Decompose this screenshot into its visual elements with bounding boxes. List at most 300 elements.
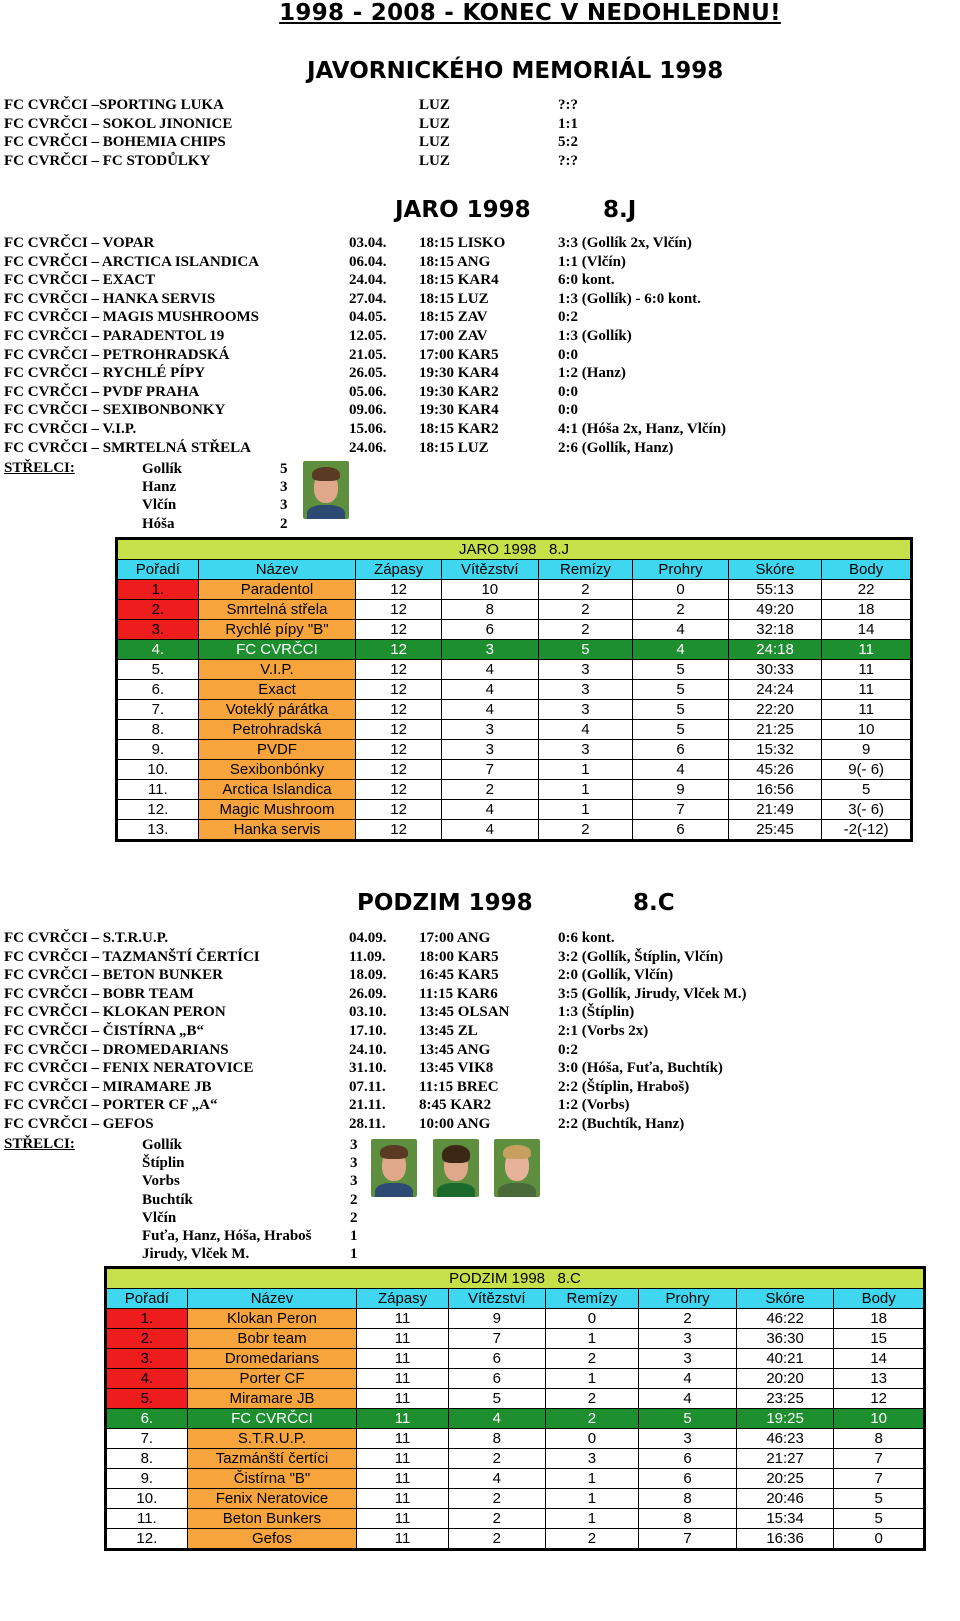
match-time: 18:15 LUZ xyxy=(419,290,489,307)
stat-cell: 4 xyxy=(441,680,538,700)
stat-cell: 13 xyxy=(834,1369,925,1389)
stat-cell: 3 xyxy=(639,1429,737,1449)
stat-cell: 1 xyxy=(545,1489,639,1509)
match-time: 19:30 KAR2 xyxy=(419,383,499,400)
match-date: 28.11. xyxy=(349,1115,386,1132)
scorer-name: Buchtík xyxy=(142,1191,193,1208)
player-photo-icon xyxy=(303,461,349,519)
stat-cell: 12 xyxy=(356,800,442,820)
match-result: 0:2 xyxy=(558,1041,578,1058)
column-header: Pořadí xyxy=(117,560,199,580)
match-row xyxy=(4,1003,954,1022)
match-row xyxy=(4,1022,954,1041)
scorer-goals: 3 xyxy=(280,479,288,496)
stat-cell: 1 xyxy=(545,1509,639,1529)
stat-cell: 5 xyxy=(633,700,729,720)
scorer-goals: 3 xyxy=(350,1173,358,1190)
stat-cell: 5 xyxy=(633,680,729,700)
match-date: 12.05. xyxy=(349,327,387,344)
rank-cell: 10. xyxy=(117,760,199,780)
stat-cell: 15:34 xyxy=(736,1509,834,1529)
rank-cell: 1. xyxy=(106,1309,188,1329)
stat-cell: 2 xyxy=(639,1309,737,1329)
column-header: Body xyxy=(822,560,912,580)
match-score: ?:? xyxy=(558,152,578,169)
match-name: FC CVRČCI – GEFOS xyxy=(4,1115,154,1132)
scorer-row xyxy=(142,460,402,479)
stat-cell: 9 xyxy=(633,780,729,800)
stat-cell: 11 xyxy=(822,640,912,660)
table-row xyxy=(117,600,912,620)
match-result: 1:2 (Vorbs) xyxy=(558,1097,630,1114)
table-row xyxy=(117,780,912,800)
stat-cell: 4 xyxy=(639,1369,737,1389)
stat-cell: 5 xyxy=(834,1489,925,1509)
stat-cell: 11 xyxy=(822,660,912,680)
rank-cell: 10. xyxy=(106,1489,188,1509)
column-header: Remízy xyxy=(545,1289,639,1309)
stat-cell: 7 xyxy=(448,1329,545,1349)
stat-cell: 20:20 xyxy=(736,1369,834,1389)
match-name: FC CVRČCI – RYCHLÉ PÍPY xyxy=(4,365,206,382)
table-row xyxy=(117,740,912,760)
stat-cell: 12 xyxy=(356,640,442,660)
table-row xyxy=(106,1309,925,1329)
match-row xyxy=(4,253,954,272)
match-time: 17:00 ZAV xyxy=(419,327,488,344)
match-date: 18.09. xyxy=(349,967,387,984)
match-name: FC CVRČCI – EXACT xyxy=(4,272,156,289)
stat-cell: 8 xyxy=(834,1429,925,1449)
stat-cell: 1 xyxy=(538,800,633,820)
team-cell: Voteklý párátka xyxy=(198,700,356,720)
match-row xyxy=(4,420,954,439)
table-row xyxy=(117,580,912,600)
stat-cell: 4 xyxy=(633,760,729,780)
match-row xyxy=(4,1078,954,1097)
match-time: 18:15 KAR2 xyxy=(419,420,499,437)
match-result: 1:1 (Vlčín) xyxy=(558,253,626,270)
stat-cell: 12 xyxy=(356,600,442,620)
match-name: FC CVRČCI – PVDF PRAHA xyxy=(4,383,200,400)
stat-cell: 12 xyxy=(356,660,442,680)
stat-cell: 11 xyxy=(357,1429,449,1449)
stat-cell: 0 xyxy=(633,580,729,600)
match-time: 11:15 BREC xyxy=(419,1078,499,1095)
match-time: 10:00 ANG xyxy=(419,1115,491,1132)
team-cell: Sexibonbónky xyxy=(198,760,356,780)
match-row xyxy=(4,133,954,152)
scorer-goals: 3 xyxy=(350,1155,358,1172)
table-row xyxy=(117,680,912,700)
rank-cell: 7. xyxy=(117,700,199,720)
column-header: Zápasy xyxy=(357,1289,449,1309)
stat-cell: 21:25 xyxy=(728,720,822,740)
scorer-goals: 2 xyxy=(350,1209,358,1226)
match-row xyxy=(4,948,954,967)
stat-cell: 0 xyxy=(834,1529,925,1550)
stat-cell: 6 xyxy=(448,1349,545,1369)
rank-cell: 8. xyxy=(117,720,199,740)
match-row xyxy=(4,1059,954,1078)
autumn-heading: PODZIM 1998 xyxy=(357,890,533,916)
table-title: JARO 1998 8.J xyxy=(117,539,912,560)
stat-cell: 2 xyxy=(633,600,729,620)
team-cell: V.I.P. xyxy=(198,660,356,680)
match-date: 07.11. xyxy=(349,1078,386,1095)
match-result: 3:3 (Gollík 2x, Vlčín) xyxy=(558,235,692,251)
autumn-standings-table xyxy=(104,1266,926,1551)
stat-cell: 22 xyxy=(822,580,912,600)
match-time: 18:15 LUZ xyxy=(419,439,489,456)
rank-cell: 1. xyxy=(117,580,199,600)
spring-heading: JARO 1998 xyxy=(395,197,531,223)
stat-cell: 5 xyxy=(633,660,729,680)
team-cell: Porter CF xyxy=(187,1369,357,1389)
team-cell: Čistírna "B" xyxy=(187,1469,357,1489)
match-time: 18:15 KAR4 xyxy=(419,272,499,289)
stat-cell: 46:22 xyxy=(736,1309,834,1329)
team-cell: Gefos xyxy=(187,1529,357,1550)
rank-cell: 13. xyxy=(117,820,199,841)
match-time: 19:30 KAR4 xyxy=(419,365,499,382)
scorer-name: Gollík xyxy=(142,461,183,477)
table-row xyxy=(117,720,912,740)
table-row xyxy=(106,1429,925,1449)
stat-cell: 8 xyxy=(441,600,538,620)
stat-cell: 3 xyxy=(538,680,633,700)
stat-cell: 15 xyxy=(834,1329,925,1349)
table-row xyxy=(106,1489,925,1509)
match-place: LUZ xyxy=(419,152,450,169)
match-row xyxy=(4,152,954,171)
table-row xyxy=(106,1509,925,1529)
stat-cell: 24:18 xyxy=(728,640,822,660)
column-header: Název xyxy=(198,560,356,580)
team-cell: Beton Bunkers xyxy=(187,1509,357,1529)
stat-cell: 12 xyxy=(356,780,442,800)
rank-cell: 2. xyxy=(106,1329,188,1349)
team-cell: Klokan Peron xyxy=(187,1309,357,1329)
player-photo-icon xyxy=(494,1139,540,1197)
stat-cell: 8 xyxy=(639,1509,737,1529)
column-header: Název xyxy=(187,1289,357,1309)
scorer-goals: 2 xyxy=(350,1191,358,1208)
match-date: 26.05. xyxy=(349,365,387,382)
match-time: 19:30 KAR4 xyxy=(419,402,499,419)
stat-cell: 11 xyxy=(357,1329,449,1349)
stat-cell: 12 xyxy=(356,680,442,700)
scorer-row xyxy=(142,478,402,497)
match-name: FC CVRČCI – BOBR TEAM xyxy=(4,985,194,1002)
team-cell: Petrohradská xyxy=(198,720,356,740)
rank-cell: 12. xyxy=(117,800,199,820)
stat-cell: 2 xyxy=(545,1389,639,1409)
match-score: ?:? xyxy=(558,97,578,113)
scorer-goals: 3 xyxy=(350,1137,358,1153)
stat-cell: 12 xyxy=(356,580,442,600)
match-name: FC CVRČCI – TAZMANŠTÍ ČERTÍCI xyxy=(4,948,260,965)
match-name: FC CVRČCI – SEXIBONBONKY xyxy=(4,402,226,419)
match-result: 6:0 kont. xyxy=(558,272,615,289)
match-result: 1:3 (Gollík) - 6:0 kont. xyxy=(558,290,701,307)
stat-cell: 2 xyxy=(448,1489,545,1509)
stat-cell: 9(- 6) xyxy=(822,760,912,780)
match-name: FC CVRČCI – MAGIS MUSHROOMS xyxy=(4,309,259,326)
table-row xyxy=(106,1449,925,1469)
stat-cell: 18 xyxy=(834,1309,925,1329)
stat-cell: 0 xyxy=(545,1309,639,1329)
scorer-name: Hóša xyxy=(142,515,175,532)
scorer-row xyxy=(142,1136,402,1155)
match-name: FC CVRČCI –SPORTING LUKA xyxy=(4,97,224,113)
stat-cell: 45:26 xyxy=(728,760,822,780)
stat-cell: 16:36 xyxy=(736,1529,834,1550)
match-row xyxy=(4,308,954,327)
stat-cell: 12 xyxy=(356,720,442,740)
match-name: FC CVRČCI – ARCTICA ISLANDICA xyxy=(4,253,260,270)
scorer-name: Vorbs xyxy=(142,1173,180,1190)
match-name: FC CVRČCI – BOHEMIA CHIPS xyxy=(4,134,226,151)
stat-cell: 8 xyxy=(639,1489,737,1509)
stat-cell: 11 xyxy=(822,680,912,700)
rank-cell: 8. xyxy=(106,1449,188,1469)
stat-cell: 3 xyxy=(538,660,633,680)
scorer-goals: 3 xyxy=(280,497,288,514)
table-row xyxy=(106,1329,925,1349)
match-result: 3:0 (Hóša, Fuťa, Buchtík) xyxy=(558,1060,723,1077)
column-header: Vítězství xyxy=(441,560,538,580)
memorial-match-list xyxy=(4,96,954,170)
autumn-scorers xyxy=(4,1136,404,1268)
stat-cell: 1 xyxy=(538,760,633,780)
team-cell: Arctica Islandica xyxy=(198,780,356,800)
match-row xyxy=(4,1041,954,1060)
stat-cell: 46:23 xyxy=(736,1429,834,1449)
stat-cell: 2 xyxy=(538,820,633,841)
match-time: 18:15 ZAV xyxy=(419,309,488,326)
match-row xyxy=(4,1115,954,1134)
stat-cell: 1 xyxy=(545,1369,639,1389)
page-title: 1998 - 2008 - KONEC V NEDOHLEDNU! xyxy=(279,0,781,26)
match-row xyxy=(4,966,954,985)
stat-cell: 10 xyxy=(822,720,912,740)
column-header: Skóre xyxy=(736,1289,834,1309)
stat-cell: 6 xyxy=(639,1449,737,1469)
stat-cell: 4 xyxy=(448,1409,545,1429)
table-title: PODZIM 1998 8.C xyxy=(106,1268,925,1289)
match-date: 31.10. xyxy=(349,1060,387,1077)
team-cell: Hanka servis xyxy=(198,820,356,841)
stat-cell: 3 xyxy=(441,640,538,660)
stat-cell: 4 xyxy=(448,1469,545,1489)
stat-cell: 11 xyxy=(357,1509,449,1529)
match-name: FC CVRČCI – PETROHRADSKÁ xyxy=(4,346,230,363)
match-row xyxy=(4,271,954,290)
stat-cell: 24:24 xyxy=(728,680,822,700)
scorer-row xyxy=(142,1227,402,1246)
stat-cell: 2 xyxy=(448,1529,545,1550)
scorer-row xyxy=(142,1245,402,1264)
match-name: FC CVRČCI – BETON BUNKER xyxy=(4,967,223,984)
match-date: 27.04. xyxy=(349,290,387,307)
team-cell: Smrtelná střela xyxy=(198,600,356,620)
stat-cell: 40:21 xyxy=(736,1349,834,1369)
rank-cell: 6. xyxy=(106,1409,188,1429)
team-cell: Bobr team xyxy=(187,1329,357,1349)
match-name: FC CVRČCI – SMRTELNÁ STŘELA xyxy=(4,439,252,456)
stat-cell: 7 xyxy=(441,760,538,780)
spring-match-list xyxy=(4,234,954,457)
stat-cell: 55:13 xyxy=(728,580,822,600)
rank-cell: 12. xyxy=(106,1529,188,1550)
match-date: 06.04. xyxy=(349,253,387,270)
stat-cell: 36:30 xyxy=(736,1329,834,1349)
scorer-row xyxy=(142,496,402,515)
stat-cell: 2 xyxy=(545,1409,639,1429)
stat-cell: 15:32 xyxy=(728,740,822,760)
stat-cell: 10 xyxy=(834,1409,925,1429)
match-place: LUZ xyxy=(419,134,450,151)
stat-cell: 3 xyxy=(538,740,633,760)
team-cell: Magic Mushroom xyxy=(198,800,356,820)
table-row xyxy=(117,620,912,640)
stat-cell: 4 xyxy=(441,820,538,841)
stat-cell: 7 xyxy=(633,800,729,820)
team-cell: Tazmánští čertíci xyxy=(187,1449,357,1469)
match-result: 1:3 (Štíplin) xyxy=(558,1004,635,1021)
stat-cell: 4 xyxy=(633,620,729,640)
table-row xyxy=(106,1469,925,1489)
match-date: 04.05. xyxy=(349,309,387,326)
match-name: FC CVRČCI – PARADENTOL 19 xyxy=(4,327,225,344)
scorer-name: Vlčín xyxy=(142,1209,177,1226)
table-row xyxy=(117,700,912,720)
stat-cell: 11 xyxy=(357,1469,449,1489)
team-cell: PVDF xyxy=(198,740,356,760)
team-cell: Dromedarians xyxy=(187,1349,357,1369)
scorer-row xyxy=(142,1191,402,1210)
stat-cell: 6 xyxy=(441,620,538,640)
column-header: Pořadí xyxy=(106,1289,188,1309)
scorer-name: Vlčín xyxy=(142,497,177,514)
match-time: 17:00 KAR5 xyxy=(419,346,499,363)
match-row xyxy=(4,234,954,253)
match-date: 03.10. xyxy=(349,1004,387,1021)
match-result: 1:2 (Hanz) xyxy=(558,365,626,382)
match-name: FC CVRČCI – MIRAMARE JB xyxy=(4,1078,212,1095)
match-row xyxy=(4,985,954,1004)
match-date: 09.06. xyxy=(349,402,387,419)
match-date: 21.05. xyxy=(349,346,387,363)
match-place: LUZ xyxy=(419,97,450,113)
stat-cell: 21:49 xyxy=(728,800,822,820)
match-result: 0:0 xyxy=(558,383,578,400)
rank-cell: 2. xyxy=(117,600,199,620)
stat-cell: 1 xyxy=(538,780,633,800)
stat-cell: 2 xyxy=(448,1449,545,1469)
match-result: 3:5 (Gollík, Jirudy, Vlček M.) xyxy=(558,985,747,1002)
match-name: FC CVRČCI – FC STODŮLKY xyxy=(4,152,211,169)
stat-cell: 5 xyxy=(822,780,912,800)
stat-cell: 12 xyxy=(356,760,442,780)
stat-cell: 5 xyxy=(448,1389,545,1409)
rank-cell: 7. xyxy=(106,1429,188,1449)
column-header: Prohry xyxy=(633,560,729,580)
stat-cell: 12 xyxy=(356,820,442,841)
stat-cell: 0 xyxy=(545,1429,639,1449)
column-header: Body xyxy=(834,1289,925,1309)
column-header: Vítězství xyxy=(448,1289,545,1309)
player-photo-icon xyxy=(433,1139,479,1197)
match-name: FC CVRČCI – HANKA SERVIS xyxy=(4,290,216,307)
stat-cell: 4 xyxy=(639,1389,737,1409)
stat-cell: 11 xyxy=(357,1449,449,1469)
match-score: 1:1 xyxy=(558,115,578,132)
scorer-row xyxy=(142,1209,402,1228)
match-row xyxy=(4,364,954,383)
team-cell: S.T.R.U.P. xyxy=(187,1429,357,1449)
stat-cell: 3 xyxy=(538,700,633,720)
match-name: FC CVRČCI – FENIX NERATOVICE xyxy=(4,1060,254,1077)
scorer-row xyxy=(142,515,402,534)
stat-cell: 5 xyxy=(834,1509,925,1529)
team-cell: FC CVRČCI xyxy=(187,1409,357,1429)
team-cell: Paradentol xyxy=(198,580,356,600)
team-cell: Miramare JB xyxy=(187,1389,357,1409)
match-time: 8:45 KAR2 xyxy=(419,1097,492,1114)
stat-cell: 18 xyxy=(822,600,912,620)
stat-cell: 2 xyxy=(545,1349,639,1369)
spring-standings-table xyxy=(115,537,913,842)
match-time: 18:00 KAR5 xyxy=(419,948,499,965)
scorer-row xyxy=(142,1154,402,1173)
player-photo-icon xyxy=(371,1139,417,1197)
match-row xyxy=(4,401,954,420)
match-date: 04.09. xyxy=(349,930,387,946)
stat-cell: 5 xyxy=(639,1409,737,1429)
rank-cell: 9. xyxy=(106,1469,188,1489)
match-date: 24.10. xyxy=(349,1041,387,1058)
match-time: 18:15 LISKO xyxy=(419,235,506,251)
scorer-name: Štíplin xyxy=(142,1155,185,1172)
table-row xyxy=(106,1389,925,1409)
match-row xyxy=(4,346,954,365)
rank-cell: 6. xyxy=(117,680,199,700)
spring-league: 8.J xyxy=(603,197,637,223)
scorer-name: Gollík xyxy=(142,1137,183,1153)
stat-cell: 9 xyxy=(822,740,912,760)
stat-cell: 12 xyxy=(356,700,442,720)
stat-cell: 20:46 xyxy=(736,1489,834,1509)
stat-cell: 2 xyxy=(538,580,633,600)
stat-cell: 10 xyxy=(441,580,538,600)
stat-cell: 7 xyxy=(834,1449,925,1469)
match-time: 13:45 OLSAN xyxy=(419,1004,510,1021)
match-row xyxy=(4,115,954,134)
stat-cell: 3 xyxy=(545,1449,639,1469)
match-time: 17:00 ANG xyxy=(419,930,491,946)
match-row xyxy=(4,383,954,402)
match-time: 13:45 VIK8 xyxy=(419,1060,494,1077)
match-row xyxy=(4,327,954,346)
match-result: 2:6 (Gollík, Hanz) xyxy=(558,439,674,456)
match-date: 05.06. xyxy=(349,383,387,400)
match-row xyxy=(4,439,954,458)
match-name: FC CVRČCI – KLOKAN PERON xyxy=(4,1004,226,1021)
autumn-league: 8.C xyxy=(633,890,675,916)
rank-cell: 3. xyxy=(106,1349,188,1369)
